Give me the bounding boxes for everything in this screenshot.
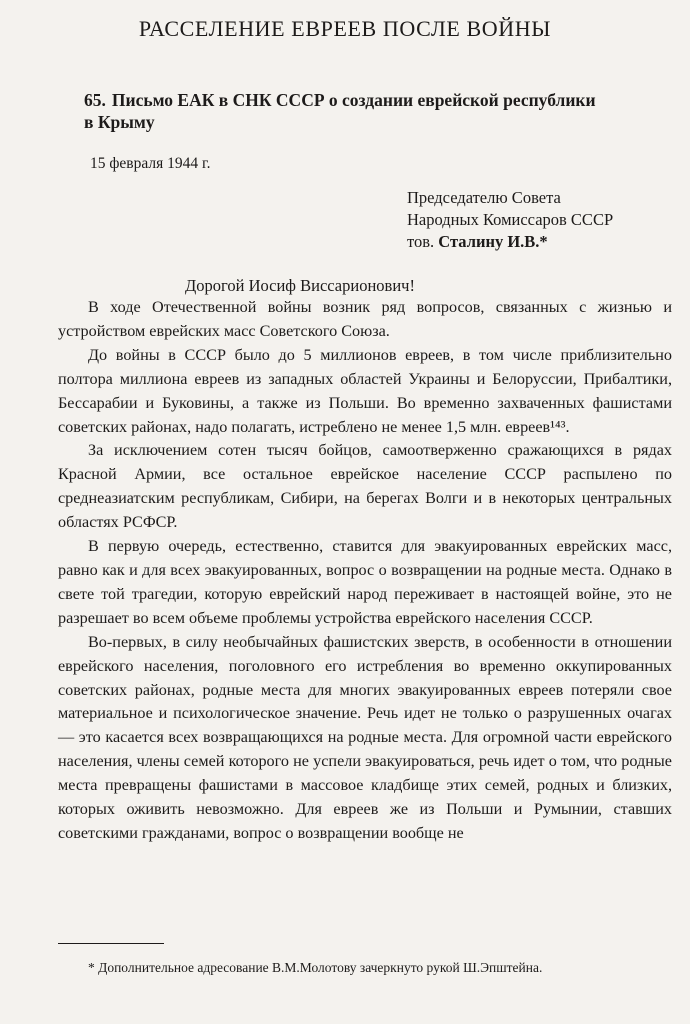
paragraph-5: Во-первых, в силу необычайных фашистских зверств, в особенности в отношении еврейского населения, поголовного его истребления во временно оккупированных советских районах, родные места для многих эвакуированных евреев потеряли свое материальное и психологическое значение. Речь идет не только о разрушенных очагах — это касается всех возвращающихся на родные места. Для огромной части еврейского населения, члены семей которого не успели эвакуироваться, речь идет о том, что родные места превращены фашистами в массовое кладбище этих семей, родных и близких, которых оживить невозможно. Для евреев же из Польши и Румынии, ставших советскими гражданами, вопрос о возвращении вообще не	[58, 632, 672, 842]
document-title-line1: Письмо ЕАК в СНК СССР о создании еврейской республики	[111, 90, 596, 110]
paragraph-3: За исключением сотен тысяч бойцов, самоотверженно сражающихся в рядах Красной Армии, все остальное еврейское население СССР распылено по среднеазиатским республикам, Сибири, на берегах Волги и в некоторых центральных областях РСФСР.	[58, 441, 672, 532]
footnote: * Дополнительное адресование В.М.Молотову зачеркнуто рукой Ш.Эпштейна.	[88, 960, 543, 975]
addressee-prefix: тов.	[407, 232, 435, 251]
paragraph-1: В ходе Отечественной войны возник ряд вопросов, связанных с жизнью и устройством еврейских масс Советского Союза.	[58, 298, 672, 340]
letter-body	[58, 296, 672, 846]
salutation: Дорогой Иосиф Виссарионович!	[185, 276, 415, 295]
paragraph-4: В первую очередь, естественно, ставится для эвакуированных еврейских масс, равно как и для всех эвакуированных, вопрос о возвращении на родные места. Однако в свете той трагедии, которую еврейский народ переживает в настоящей войне, это не разрешает во всем объеме проблемы устройства еврейского населения СССР.	[58, 537, 672, 627]
footnote-divider	[58, 943, 164, 944]
addressee-line1: Председателю Совета	[407, 188, 561, 207]
addressee-name: Сталину И.В.*	[438, 232, 548, 251]
addressee-line3	[407, 231, 613, 253]
document-date: 15 февраля 1944 г.	[90, 155, 211, 172]
document-number: 65.	[84, 90, 106, 110]
document-heading	[84, 89, 674, 133]
paragraph-2: До войны в СССР было до 5 миллионов евреев, в том числе приблизительно полтора миллиона евреев из западных областей Украины и Белоруссии, Прибалтики, Бессарабии и Буковины, а также из Польши. Во временно захваченных фашистами советских районах, надо полагать, истреблено не менее 1,5 млн. евреев¹⁴³.	[58, 345, 672, 436]
addressee-block	[407, 187, 613, 253]
running-head: РАССЕЛЕНИЕ ЕВРЕЕВ ПОСЛЕ ВОЙНЫ	[138, 16, 552, 41]
addressee-line2: Народных Комиссаров СССР	[407, 210, 614, 229]
document-title-line2: в Крыму	[84, 112, 155, 132]
